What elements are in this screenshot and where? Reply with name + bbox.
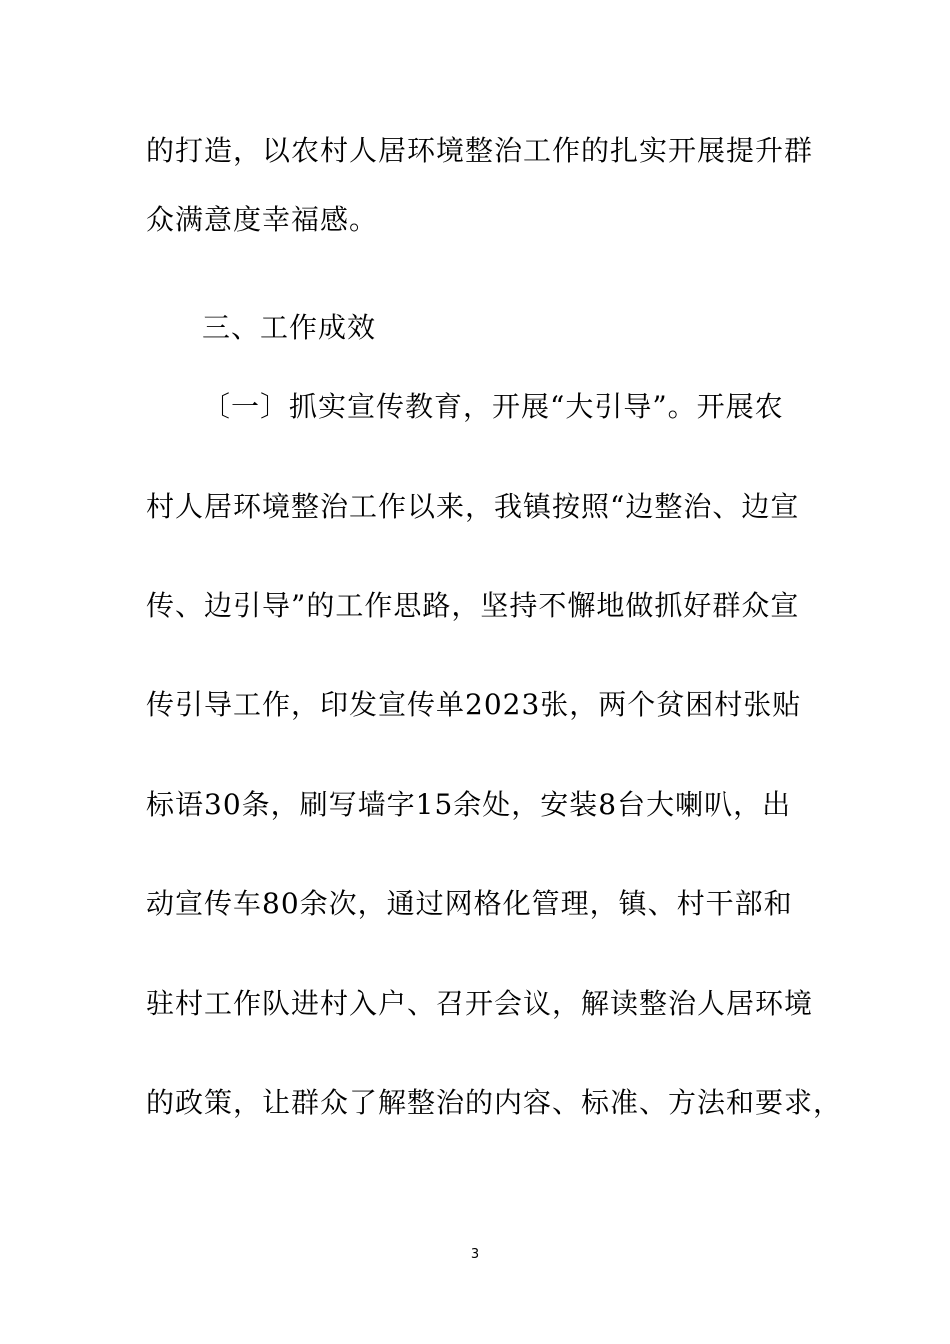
body-line-6: 传引导工作，印发宣传单2023张，两个贫困村张贴 (146, 688, 802, 721)
body-line-10: 的政策，让群众了解整治的内容、标准、方法和要求， (146, 1086, 843, 1119)
body-line-1: 的打造，以农村人居环境整治工作的扎实开展提升群 (146, 134, 814, 167)
body-line-5: 传、边引导”的工作思路，坚持不懈地做抓好群众宣 (146, 589, 800, 622)
section-heading: 三、工作成效 (202, 311, 377, 344)
body-line-4: 村人居环境整治工作以来，我镇按照“边整治、边宣 (146, 490, 800, 523)
body-line-9: 驻村工作队进村入户、召开会议，解读整治人居环境 (146, 987, 814, 1020)
body-line-2: 众满意度幸福感。 (146, 203, 379, 236)
page-number: 3 (470, 1247, 480, 1262)
body-line-3: 〔一〕抓实宣传教育，开展“大引导”。开展农 (202, 390, 784, 423)
body-line-7: 标语30条，刷写墙字15余处，安装8台大喇叭，出 (146, 788, 792, 821)
body-line-8: 动宣传车80余次，通过网格化管理，镇、村干部和 (146, 887, 793, 920)
